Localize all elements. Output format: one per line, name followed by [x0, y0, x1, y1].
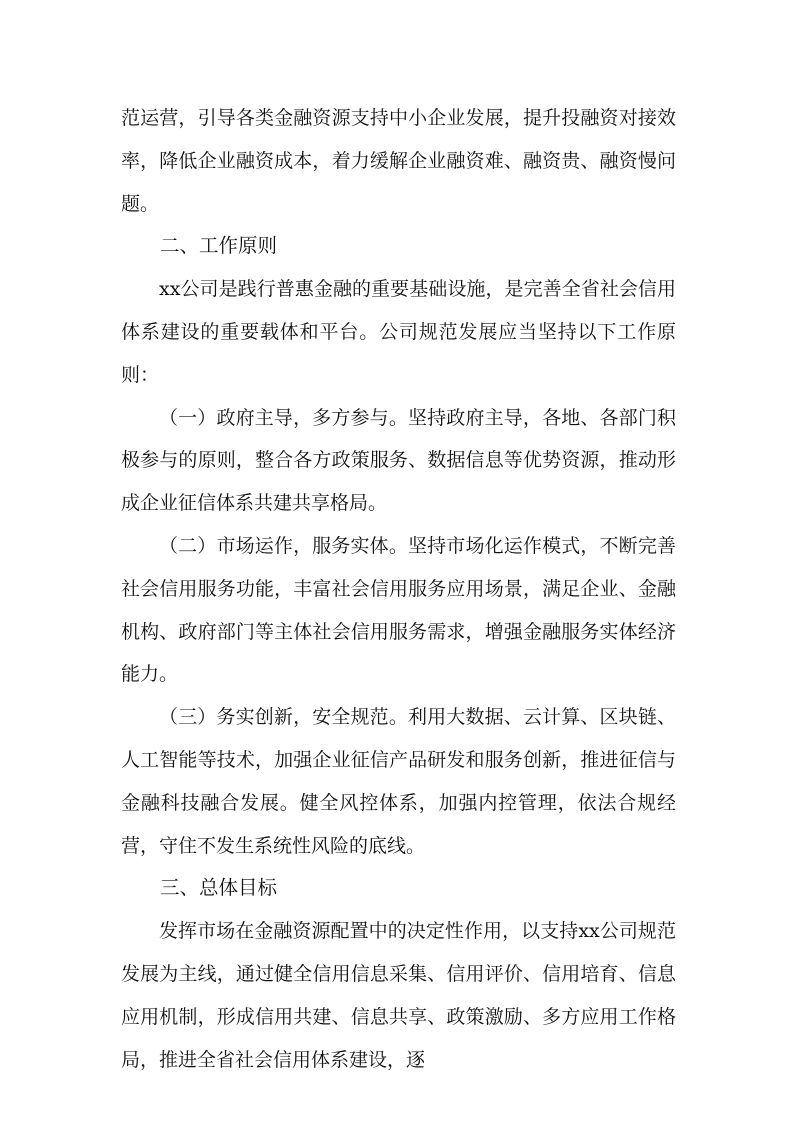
paragraph-overall-goals: 发挥市场在金融资源配置中的决定性作用，以支持xx公司规范发展为主线，通过健全信用信息采集、信用评价、信用培育、信息应用机制，形成信用共建、信息共享、政策激励、多方应用工作格局，推进全省社会信用体系建设，逐	[121, 920, 676, 1071]
section-heading-overall-goals: 三、总体目标	[160, 876, 278, 900]
paragraph-principle-3: （三）务实创新，安全规范。利用大数据、云计算、区块链、人工智能等技术，加强企业征信产品研发和服务创新，推进征信与金融科技融合发展。健全风控体系，加强内控管理，依法合规经营，守住不发生系统性风险的底线。	[121, 706, 676, 857]
paragraph-continued: 范运营，引导各类金融资源支持中小企业发展，提升投融资对接效率，降低企业融资成本，着力缓解企业融资难、融资贵、融资慢问题。	[121, 107, 676, 215]
paragraph-principle-1: （一）政府主导，多方参与。坚持政府主导，各地、各部门积极参与的原则，整合各方政策服务、数据信息等优势资源，推动形成企业征信体系共建共享格局。	[121, 406, 676, 515]
document-body	[121, 97, 676, 1081]
paragraph-principle-2: （二）市场运作，服务实体。坚持市场化运作模式，不断完善社会信用服务功能，丰富社会信用服务应用场景，满足企业、金融机构、政府部门等主体社会信用服务需求，增强金融服务实体经济能力。	[121, 534, 676, 686]
paragraph-principles-intro: xx公司是践行普惠金融的重要基础设施，是完善全省社会信用体系建设的重要载体和平台。公司规范发展应当坚持以下工作原则：	[121, 278, 676, 386]
section-heading-work-principles: 二、工作原则	[160, 234, 278, 258]
